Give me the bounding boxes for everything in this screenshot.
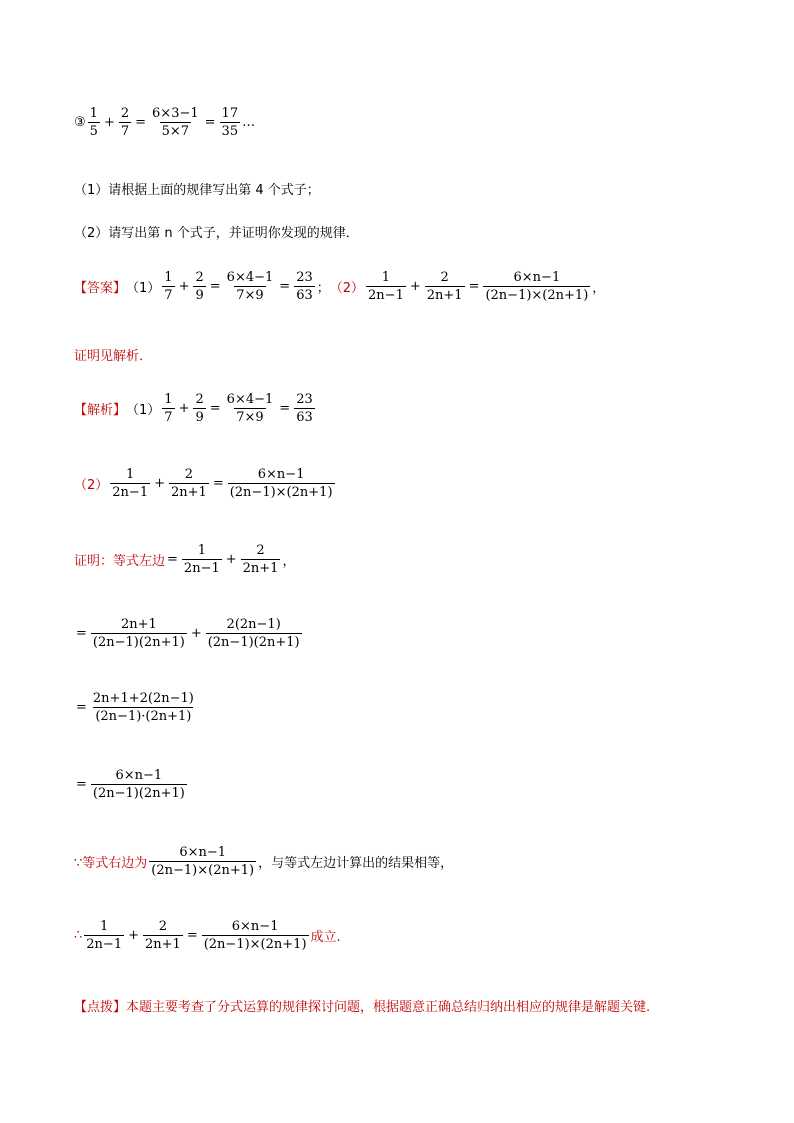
analysis-line-2: （2） $\frac{1}{2n-1}$ + $\frac{2}{2n+1}$ = $\frac{6\times n-1}{(2n-1)\times(2n+1)}$ <box>74 467 333 500</box>
proof-step-1: = $\frac{2n+1}{(2n-1)(2n+1)}$ + $\frac{2(2n-1)}{(2n-1)(2n+1)}$ <box>76 617 300 650</box>
comment-tag: 【点拨】 <box>74 1000 127 1015</box>
proof-step-3: = $\frac{6\times n-1}{(2n-1)(2n+1)}$ <box>76 768 185 801</box>
therefore-line: ∴ $\frac{1}{2n-1}$ + $\frac{2}{2n+1}$ = $\frac{6\times n-1}{(2n-1)\times(2n+1)}$ 成立. <box>74 919 341 952</box>
fraction: $\frac{17}{35}$ <box>221 106 239 139</box>
analysis-tag: 【解析】 <box>74 403 127 418</box>
analysis-line-1: 【解析】 （1） $\frac{1}{7}$ + $\frac{2}{9}$ = $\frac{6\times 4-1}{7\times 9}$ = $\frac{23}{63}$ <box>74 392 313 425</box>
comment-line <box>74 996 650 1015</box>
proof-lead: 证明：等式左边 = $\frac{1}{2n-1}$ + $\frac{2}{2n+1}$ ， <box>74 543 296 576</box>
fraction: $\frac{6\times 3-1}{5\times 7}$ <box>152 106 199 139</box>
question-2: （2）请写出第 n 个式子，并证明你发现的规律． <box>74 226 359 241</box>
answer-tag: 【答案】 <box>74 281 127 296</box>
answer-line: 【答案】 （1） $\frac{1}{7}$ + $\frac{2}{9}$ = $\frac{6\times 4-1}{7\times 9}$ = $\frac{23}{63}$ ； （2） $\frac{1}{2n-1}$ + $\frac{2}{2n+1}$ = $\frac{6\times n-1}{(2n-1)\times(2n+1)}$ ， <box>74 270 606 303</box>
comment-text: 本题主要考查了分式运算的规律探讨问题，根据题意正确总结归纳出相应的规律是解题关键. <box>126 1000 651 1015</box>
proof-step-2: = $\frac{2n+1+2(2n-1)}{(2n-1)\cdot(2n+1)}$ <box>76 691 194 724</box>
because-line: ∵等式右边为 $\frac{6\times n-1}{(2n-1)\times(2n+1)}$ ，与等式左边计算出的结果相等， <box>74 845 454 878</box>
question-1: （1）请根据上面的规律写出第 4 个式子； <box>74 183 320 198</box>
item-3-marker: ③ <box>74 115 86 130</box>
fraction: $\frac{1}{5}$ <box>89 106 98 139</box>
fraction: $\frac{2}{7}$ <box>120 106 130 139</box>
proof-note: 证明见解析． <box>74 349 153 364</box>
item-3-formula: ③ $\frac{1}{5}$ + $\frac{2}{7}$ = $\frac{6\times 3-1}{5\times 7}$ = $\frac{17}{35}$ … <box>74 106 256 139</box>
